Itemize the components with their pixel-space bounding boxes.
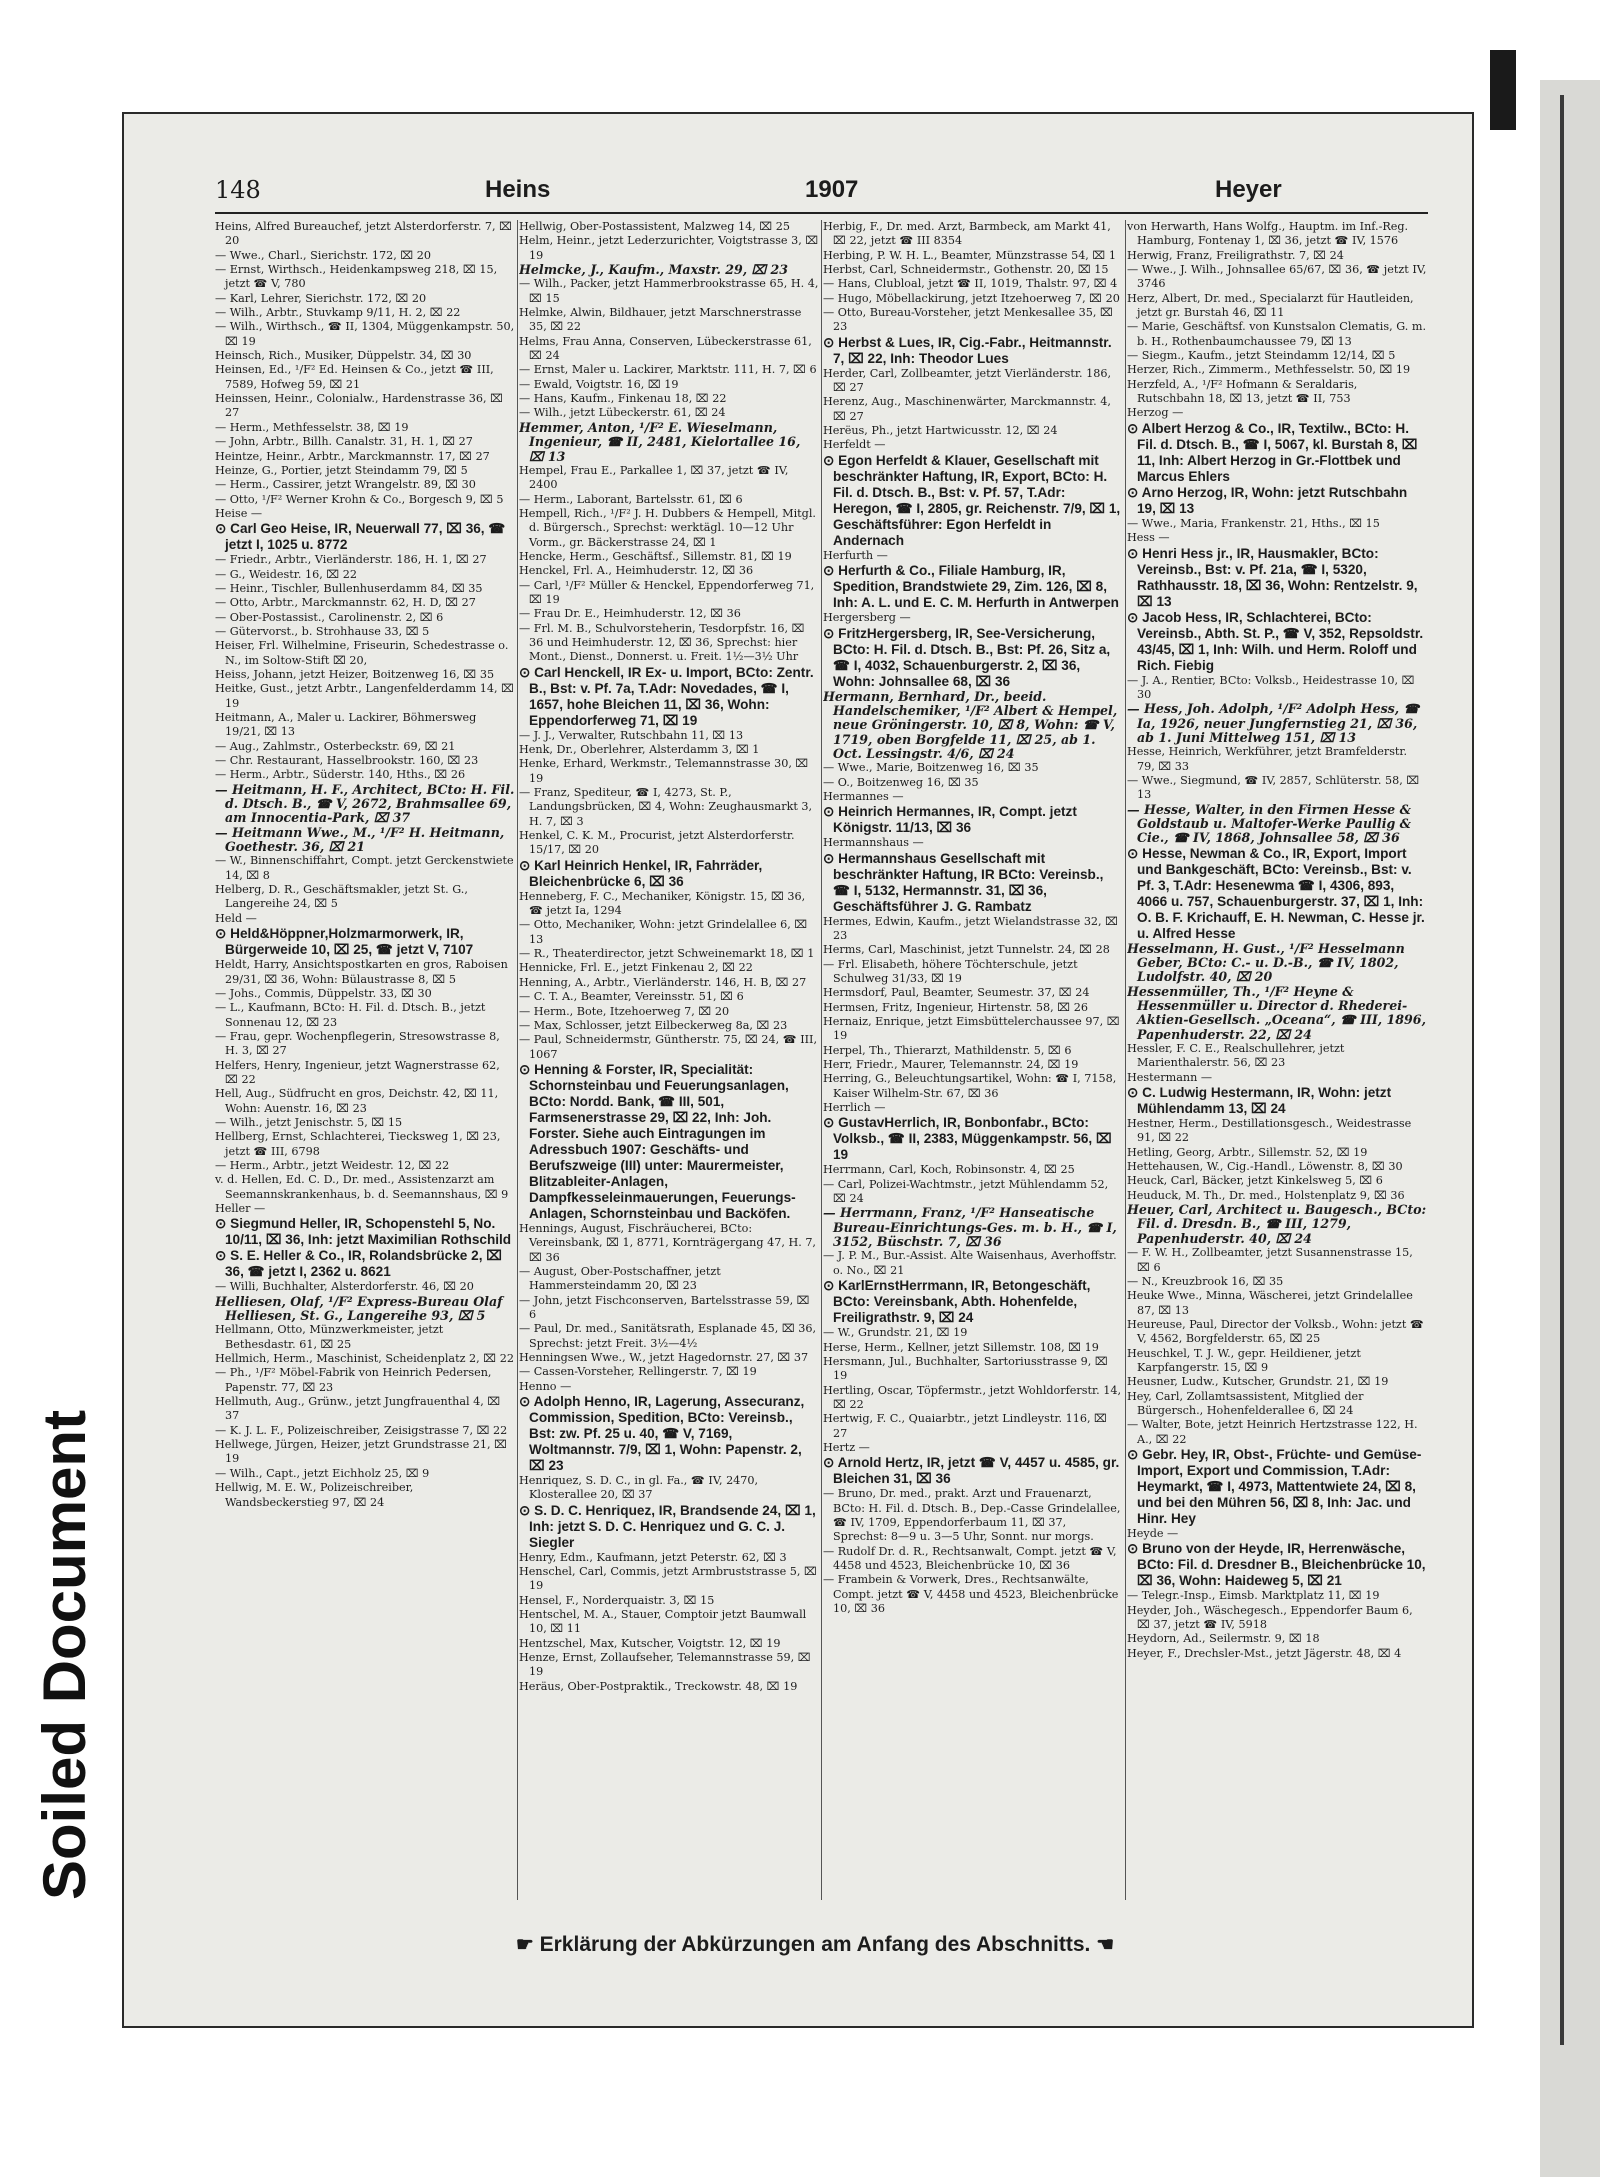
directory-entry: — Wilh., Arbtr., Stuvkamp 9/11, H. 2, ⌧ 22 (215, 306, 461, 320)
directory-entry: Hey, Carl, Zollamtsassistent, Mitglied der Bürgersch., Hohenfelderallee 6, ⌧ 24 (1127, 1389, 1364, 1417)
directory-entry: Hesselmann, H. Gust., ¹/F² Hesselmann Geber, BCto: C.- u. D.-B., ☎ IV, 1802, Ludolfstr. 40, ⌧ 20 (1127, 940, 1405, 985)
directory-entry: Heinsen, Ed., ¹/F² Ed. Heinsen & Co., jetzt ☎ III, 7589, Hofweg 59, ⌧ 21 (215, 363, 494, 391)
directory-entry: — R., Theaterdirector, jetzt Schweinemarkt 18, ⌧ 1 (519, 947, 815, 961)
directory-entry: Hermannshaus — (823, 836, 924, 850)
directory-entry: Herbig, F., Dr. med. Arzt, Barmbeck, am Markt 41, ⌧ 22, jetzt ☎ III 8354 (823, 220, 1111, 248)
directory-entry: Heusner, Ludw., Kutscher, Grundstr. 21, ⌧ 19 (1127, 1375, 1389, 1389)
directory-entry: Hetling, Georg, Arbtr., Sillemstr. 52, ⌧ 19 (1127, 1145, 1368, 1159)
directory-entry: — Heitmann Wwe., M., ¹/F² H. Heitmann, Goethestr. 36, ⌧ 21 (215, 824, 505, 855)
directory-entry: — Frl. Elisabeth, höhere Töchterschule, jetzt Schulweg 31/33, ⌧ 19 (823, 957, 1078, 985)
directory-entry: Herr, Friedr., Maurer, Telemannstr. 24, ⌧ 19 (823, 1058, 1079, 1072)
directory-entry: Hentschel, M. A., Stauer, Comptoir jetzt Baumwall 10, ⌧ 11 (519, 1608, 807, 1636)
directory-entry: — Wwe., J. Wilh., Johnsallee 65/67, ⌧ 36, ☎ jetzt IV, 3746 (1127, 263, 1427, 291)
directory-entry: — L., Kaufmann, BCto: H. Fil. d. Dtsch. B., jetzt Sonnenau 12, ⌧ 23 (215, 1001, 486, 1029)
directory-entry: Heinsch, Rich., Musiker, Düppelstr. 34, ⌧ 30 (215, 349, 472, 363)
directory-entry: ⊙ Heinrich Hermannes, IR, Compt. jetzt Königstr. 11/13, ⌧ 36 (823, 804, 1077, 836)
directory-entry: Hell, Aug., Südfrucht en gros, Deichstr. 42, ⌧ 11, Wohn: Auenstr. 16, ⌧ 23 (215, 1087, 499, 1115)
directory-entry: Herrlich — (823, 1101, 886, 1115)
directory-entry: — Frambein & Vorwerk, Dres., Rechtsanwälte, Compt. jetzt ☎ V, 4458 und 4523, Bleichenbrücke 10, ⌧ 36 (823, 1573, 1119, 1615)
directory-entry: — Otto, Bureau-Vorsteher, jetzt Menkesallee 35, ⌧ 23 (823, 306, 1113, 334)
directory-entry: Hertwig, F. C., Quaiarbtr., jetzt Lindleystr. 116, ⌧ 27 (823, 1412, 1107, 1440)
directory-entry: Hempell, Rich., ¹/F² J. H. Dubbers & Hempell, Mitgl. d. Bürgersch., Sprechst: werktägl. 10—12 Uhr Vorm., gr. Bäckerstrasse 24, ⌧ 1 (519, 506, 816, 549)
directory-entry: Heyder, Joh., Wäschegesch., Eppendorfer Baum 6, ⌧ 37, jetzt ☎ IV, 5918 (1127, 1603, 1413, 1631)
running-header (215, 172, 1428, 214)
directory-entry: — Wwe., Charl., Sierichstr. 172, ⌧ 20 (215, 248, 432, 262)
directory-entry: Hennings, August, Fischräucherei, BCto: Vereinsbank, ⌧ 1, 8771, Kornträgergang 47, H. 7, ⌧ 36 (519, 1221, 816, 1264)
directory-entry: Hermes, Edwin, Kaufm., jetzt Wielandstrasse 32, ⌧ 23 (823, 914, 1119, 942)
directory-entry: — Herm., Bote, Itzehoerweg 7, ⌧ 20 (519, 1004, 730, 1018)
directory-entry: Henk, Dr., Oberlehrer, Alsterdamm 3, ⌧ 1 (519, 743, 760, 756)
directory-entry: — Wilh., Wirthsch., ☎ II, 1304, Müggenkampstr. 50, ⌧ 19 (215, 320, 515, 348)
directory-entry: — Ewald, Voigtstr. 16, ⌧ 19 (519, 377, 679, 391)
directory-entry: ⊙ Henning & Forster, IR, Specialität: Schornsteinbau und Feuerungsanlagen, BCto: Nordd. Bank, ☎ III, 501, Farmsenerstrasse 29, ⌧ 22, Inh: Joh. Forster. Siehe auch Eintragungen im Adressbuch 1907: Geschäfts- und Berufszweige (III) unter: Maurermeister, Blitzableiter-Anlagen, Dampfkesseleinmauerungen, Feuerungs-Anlagen, Schornsteinbau und Backöfen. (519, 1061, 796, 1221)
directory-entry: — Wwe., Siegmund, ☎ IV, 2857, Schlüterstr. 58, ⌧ 13 (1127, 773, 1420, 802)
directory-entry: — Karl, Lehrer, Sierichstr. 172, ⌧ 20 (215, 291, 427, 305)
directory-entry: — Rudolf Dr. d. R., Rechtsanwalt, Compt. jetzt ☎ V, 4458 und 4523, Bleichenbrücke 10, ⌧ 36 (823, 1544, 1117, 1572)
directory-entry: — Friedr., Arbtr., Vierländerstr. 186, H. 1, ⌧ 27 (215, 553, 487, 567)
directory-entry: Hettehausen, W., Cig.-Handl., Löwenstr. 8, ⌧ 30 (1127, 1160, 1403, 1174)
directory-entry: ⊙ Bruno von der Heyde, IR, Herrenwäsche, BCto: Fil. d. Dresdner B., Bleichenbrücke 10, ⌧ 36, Wohn: Haideweg 5, ⌧ 21 (1127, 1541, 1426, 1589)
column-3 (823, 220, 1123, 1900)
directory-entry: — Wilh., Capt., jetzt Eichholz 25, ⌧ 9 (215, 1466, 430, 1480)
directory-entry: — Hans, Clubloal, jetzt ☎ II, 1019, Thalstr. 97, ⌧ 4 (823, 277, 1118, 291)
directory-entry: Hemmer, Anton, ¹/F² E. Wieselmann, Ingenieur, ☎ II, 2481, Kielortallee 16, ⌧ 13 (519, 419, 801, 464)
last-headword: Heyer (1215, 176, 1282, 203)
directory-entry: Heinssen, Heinr., Colonialw., Hardenstrasse 36, ⌧ 27 (215, 392, 503, 420)
directory-entry: — G., Weidestr. 16, ⌧ 22 (215, 567, 358, 581)
directory-entry: ⊙ Adolph Henno, IR, Lagerung, Assecuranz, Commission, Spedition, BCto: Vereinsb., Bst: zw. Pf. 25 u. 40, ☎ V, 7169, Woltmannstr. 7/9, ⌧ 1, Wohn: Papenstr. 2, ⌧ 23 (519, 1394, 805, 1473)
directory-entry: ⊙ Albert Herzog & Co., IR, Textilw., BCto: H. Fil. d. Dtsch. B., ☎ I, 5067, kl. Burstah 8, ⌧ 11, Inh: Albert Herzog in Gr.-Flottbek und Marcus Ehlers (1127, 420, 1418, 484)
directory-entry: Heise — (215, 506, 263, 520)
directory-entry: Hellwege, Jürgen, Heizer, jetzt Grundstrasse 21, ⌧ 19 (215, 1438, 508, 1466)
directory-entry: ⊙ Arno Herzog, IR, Wohn: jetzt Rutschbahn 19, ⌧ 13 (1127, 484, 1408, 516)
directory-entry: Herfurth — (823, 548, 888, 562)
directory-entry: — N., Kreuzbrook 16, ⌧ 35 (1127, 1274, 1284, 1288)
directory-entry: — Paul, Schneidermstr, Güntherstr. 75, ⌧ 24, ☎ III, 1067 (519, 1033, 818, 1061)
directory-entry: — Heitmann, H. F., Architect, BCto: H. Fil. d. Dtsch. B., ☎ V, 2672, Brahmsallee 69, am Innocentia-Park, ⌧ 37 (215, 781, 515, 826)
directory-entry: ⊙ Jacob Hess, IR, Schlachterei, BCto: Vereinsb., Abth. St. P., ☎ V, 352, Repsoldstr. 43/45, ⌧ 1, Inh: Wilh. und Herm. Roloff und Rich. Fiebig (1127, 609, 1424, 673)
directory-entry: — Carl, ¹/F² Müller & Henckel, Eppendorferweg 71, ⌧ 19 (519, 578, 815, 606)
directory-entry: — Ph., ¹/F² Möbel-Fabrik von Heinrich Pedersen, Papenstr. 77, ⌧ 23 (215, 1366, 492, 1394)
directory-entry: Heins, Alfred Bureauchef, jetzt Alsterdorferstr. 7, ⌧ 20 (215, 220, 513, 248)
directory-entry: Hermsen, Fritz, Ingenieur, Hirtenstr. 58, ⌧ 26 (823, 1000, 1088, 1014)
directory-entry: Herrmann, Carl, Koch, Robinsonstr. 4, ⌧ 25 (823, 1163, 1075, 1177)
directory-entry: Henschel, Carl, Commis, jetzt Armbruststrasse 5, ⌧ 19 (519, 1565, 817, 1593)
directory-entry: — Hess, Joh. Adolph, ¹/F² Adolph Hess, ☎ Ia, 1926, neuer Jungfernstieg 21, ⌧ 36, ab 1. Juni Mittelweg 151, ⌧ 13 (1127, 701, 1420, 745)
column-4 (1127, 220, 1427, 1900)
directory-entry: Henckel, Frl. A., Heimhuderstr. 12, ⌧ 36 (519, 564, 754, 578)
directory-entry: — Wilh., jetzt Jenischstr. 5, ⌧ 15 (215, 1115, 403, 1129)
directory-entry: Helm, Heinr., jetzt Lederzurichter, Voigtstrasse 3, ⌧ 19 (519, 234, 819, 262)
directory-entry: Herms, Carl, Maschinist, jetzt Tunnelstr. 24, ⌧ 28 (823, 943, 1110, 957)
directory-entry: — Herm., Methfesselstr. 38, ⌧ 19 (215, 420, 409, 434)
directory-entry: Herfeldt — (823, 438, 886, 452)
directory-entry: — Aug., Zahlmstr., Osterbeckstr. 69, ⌧ 21 (215, 739, 456, 753)
directory-entry: Hestner, Herm., Destillationsgesch., Weidestrasse 91, ⌧ 22 (1127, 1117, 1412, 1145)
directory-entry: Heyde — (1127, 1526, 1179, 1540)
directory-entry: Hertling, Oscar, Töpfermstr., jetzt Wohldorferstr. 14, ⌧ 22 (823, 1383, 1122, 1411)
directory-entry: — Otto, Arbtr., Marckmannstr. 62, H. D, ⌧ 27 (215, 596, 476, 610)
directory-entry: Heydorn, Ad., Seilermstr. 9, ⌧ 18 (1127, 1632, 1320, 1646)
directory-entry: — K. J. L. F., Polizeischreiber, Zeisigstrasse 7, ⌧ 22 (215, 1423, 508, 1437)
directory-entry: Herzog — (1127, 406, 1184, 420)
directory-entry: Heuck, Carl, Bäcker, jetzt Kinkelsweg 5, ⌧ 6 (1127, 1174, 1383, 1188)
directory-entry: Hellmich, Herm., Maschinist, Scheidenplatz 2, ⌧ 22 (215, 1352, 514, 1366)
directory-entry: ⊙ Herbst & Lues, IR, Cig.-Fabr., Heitmannstr. 7, ⌧ 22, Inh: Theodor Lues (823, 334, 1112, 366)
directory-entry: ⊙ KarlErnstHerrmann, IR, Betongeschäft, BCto: Vereinsbank, Abth. Hohenfelde, Freiligrathstr. 9, ⌧ 24 (823, 1278, 1091, 1326)
column-divider (517, 220, 518, 1900)
directory-entry: — Franz, Spediteur, ☎ I, 4273, St. P., Landungsbrücken, ⌧ 4, Wohn: Zeughausmarkt 3, H. 7, ⌧ 3 (519, 786, 813, 828)
directory-entry: Heyer, F., Drechsler-Mst., jetzt Jägerstr. 48, ⌧ 4 (1127, 1646, 1402, 1660)
directory-entry: — John, jetzt Fischconserven, Bartelsstrasse 59, ⌧ 6 (519, 1293, 810, 1321)
first-headword: Heins (485, 176, 551, 203)
directory-entry: — Cassen-Vorsteher, Rellingerstr. 7, ⌧ 19 (519, 1365, 757, 1379)
directory-entry: Heinze, G., Portier, jetzt Steindamm 79, ⌧ 5 (215, 463, 468, 477)
directory-entry: Helberg, D. R., Geschäftsmakler, jetzt St. G., Langereihe 24, ⌧ 5 (215, 883, 468, 911)
directory-entry: — Wwe., Maria, Frankenstr. 21, Hths., ⌧ 15 (1127, 516, 1380, 530)
directory-entry: — Willi, Buchhalter, Alsterdorferstr. 46, ⌧ 20 (215, 1280, 474, 1294)
directory-entry: ⊙ S. E. Heller & Co., IR, Rolandsbrücke 2, ⌧ 36, ☎ jetzt I, 2362 u. 8621 (215, 1248, 502, 1280)
directory-entry: Hestermann — (1127, 1070, 1213, 1084)
directory-entry: ⊙ Arnold Hertz, IR, jetzt ☎ V, 4457 u. 4585, gr. Bleichen 31, ⌧ 36 (823, 1455, 1120, 1487)
directory-entry: Herz, Albert, Dr. med., Specialarzt für Hautleiden, jetzt gr. Burstah 46, ⌧ 11 (1127, 291, 1414, 320)
directory-entry: — Walter, Bote, jetzt Heinrich Hertzstrasse 122, H. A., ⌧ 22 (1127, 1418, 1418, 1446)
directory-entry: — C. T. A., Beamter, Vereinsstr. 51, ⌧ 6 (519, 990, 744, 1004)
directory-entry: — Heinr., Tischler, Bullenhuserdamm 84, ⌧ 35 (215, 581, 483, 595)
directory-entry: Hellberg, Ernst, Schlachterei, Tiecksweg 1, ⌧ 23, jetzt ☎ III, 6798 (215, 1130, 501, 1158)
directory-entry: — Frau, gepr. Wochenpflegerin, Stresowstrasse 8, H. 3, ⌧ 27 (215, 1029, 500, 1058)
directory-entry: Henze, Ernst, Zollaufseher, Telemannstrasse 59, ⌧ 19 (519, 1651, 811, 1679)
directory-entry: Heintze, Heinr., Arbtr., Marckmannstr. 17, ⌧ 27 (215, 449, 490, 463)
directory-entry: — Wilh., jetzt Lübeckerstr. 61, ⌧ 24 (519, 406, 726, 420)
adjacent-page-border (1560, 95, 1564, 2045)
directory-entry: Heräus, Ober-Postpraktik., Treckowstr. 48, ⌧ 19 (519, 1679, 798, 1693)
directory-entry: Henneberg, F. C., Mechaniker, Königstr. 15, ⌧ 36, ☎ jetzt Ia, 1294 (519, 889, 806, 918)
directory-entry: — Wwe., Marie, Boitzenweg 16, ⌧ 35 (823, 761, 1039, 775)
directory-entry: Hellwig, M. E. W., Polizeischreiber, Wandsbeckerstieg 97, ⌧ 24 (215, 1481, 414, 1509)
directory-entry: — Otto, Mechaniker, Wohn: jetzt Grindelallee 6, ⌧ 13 (519, 918, 808, 946)
directory-entry: — Herm., Arbtr., jetzt Weidestr. 12, ⌧ 22 (215, 1158, 450, 1172)
directory-entry: — W., Grundstr. 21, ⌧ 19 (823, 1326, 968, 1340)
directory-entry: — Johs., Commis, Düppelstr. 33, ⌧ 30 (215, 986, 432, 1000)
pointing-hand-icon: ☚ (1096, 1934, 1115, 1956)
directory-entry: Helmcke, J., Kaufm., Maxstr. 29, ⌧ 23 (519, 262, 788, 278)
directory-entry: — Marie, Geschäftsf. von Kunstsalon Clematis, G. m. b. H., Rothenbaumchaussee 79, ⌧ 13 (1127, 320, 1427, 348)
directory-entry: Henning, A., Arbtr., Vierländerstr. 146, H. B, ⌧ 27 (519, 975, 807, 989)
directory-entry: Heiser, Frl. Wilhelmine, Friseurin, Schedestrasse o. N., im Soltow-Stift ⌧ 20, (215, 639, 509, 667)
directory-entry: — Bruno, Dr. med., prakt. Arzt und Frauenarzt, BCto: H. Fil. d. Dtsch. B., Dep.-Casse Grindelallee, ☎ IV, 1709, Eppendorferbaum 11, ⌧ 37, Sprechst: 8—9 u. 3—5 Uhr, Sonnt. nur morgs. (823, 1487, 1121, 1544)
directory-entry: Hessler, F. C. E., Realschullehrer, jetzt Marienthalerstr. 56, ⌧ 23 (1127, 1042, 1345, 1070)
directory-entry: ⊙ Henri Hess jr., IR, Hausmakler, BCto: Vereinsb., Bst: v. Pf. 21a, ☎ I, 5320, Rathhausstr. 18, ⌧ 36, Wohn: Rentzelstr. 9, ⌧ 13 (1127, 545, 1418, 609)
directory-entry: Hentzschel, Max, Kutscher, Voigtstr. 12, ⌧ 19 (519, 1636, 781, 1650)
directory-entry: — Herm., Laborant, Bartelsstr. 61, ⌧ 6 (519, 492, 743, 506)
directory-entry: — Frl. M. B., Schulvorsteherin, Tesdorpfstr. 16, ⌧ 36 und Heimhuderstr. 12, ⌧ 36, Sprechst: hier Mont., Dienst., Donnerst. u. Freit. 1½—3½ Uhr (519, 621, 805, 664)
directory-entry: Herenz, Aug., Maschinenwärter, Marckmannstr. 4, ⌧ 27 (823, 395, 1111, 423)
directory-entry: Hess — (1127, 531, 1170, 545)
directory-entry: ⊙ Gebr. Hey, IR, Obst-, Früchte- und Gemüse-Import, Export und Commission, T.Adr: Heymarkt, ☎ I, 4973, Mattentwiete 24, ⌧ 8, und bei den Mühren 56, ⌧ 8, Inh: Jac. und Hinr. Hey (1127, 1446, 1422, 1526)
directory-entry: — Carl, Polizei-Wachtmstr., jetzt Mühlendamm 52, ⌧ 24 (823, 1177, 1109, 1206)
directory-entry: Heuduck, M. Th., Dr. med., Holstenplatz 9, ⌧ 36 (1127, 1188, 1405, 1202)
directory-entry: Henke, Erhard, Werkmstr., Telemannstrasse 30, ⌧ 19 (519, 757, 809, 785)
directory-entry: Hersmann, Jul., Buchhalter, Sartoriusstrasse 9, ⌧ 19 (823, 1354, 1108, 1383)
directory-entry: — J. P. M., Bur.-Assist. Alte Waisenhaus, Averhoffstr. o. No., ⌧ 21 (823, 1249, 1117, 1277)
directory-entry: — Otto, ¹/F² Werner Krohn & Co., Borgesch 9, ⌧ 5 (215, 492, 504, 506)
directory-entry: ⊙ FritzHergersberg, IR, See-Versicherung, BCto: H. Fil. d. Dtsch. B., Bst: Pf. 26, Sitz a, ☎ I, 4032, Schauenburgerstr. 2, ⌧ 36, Wohn: Johnsallee 68, ⌧ 36 (823, 625, 1111, 689)
directory-entry: — Gütervorst., b. Strohhause 33, ⌧ 5 (215, 624, 430, 638)
directory-entry: Herring, G., Beleuchtungsartikel, Wohn: ☎ I, 7158, Kaiser Wilhelm-Str. 67, ⌧ 36 (823, 1072, 1117, 1100)
directory-entry: Henningsen Wwe., W., jetzt Hagedornstr. 27, ⌧ 37 (519, 1350, 809, 1364)
directory-entry: — Chr. Restaurant, Hasselbrookstr. 160, ⌧ 23 (215, 754, 479, 768)
directory-entry: ⊙ GustavHerrlich, IR, Bonbonfabr., BCto: Volksb., ☎ II, 2383, Müggenkampstr. 56, ⌧ 19 (823, 1115, 1112, 1163)
directory-entry: Herbing, P. W. H. L., Beamter, Münzstrasse 54, ⌧ 1 (823, 248, 1116, 262)
directory-entry: — Siegm., Kaufm., jetzt Steindamm 12/14, ⌧ 5 (1127, 349, 1396, 363)
directory-entry: ⊙ Hesse, Newman & Co., IR, Export, Import und Bankgeschäft, BCto: Vereinsb., Bst: v. Pf. 3, T.Adr: Hesenewma ☎ I, 4306, 893, 4066 u. 757, Schauenburgerstr. 37, ⌧ 1, Inh: O. B. F. Krichauff, E. H. Newman, C. Hesse jr. u. Alfred Hesse (1127, 845, 1425, 941)
directory-entry: — Wilh., Packer, jetzt Hammerbrookstrasse 65, H. 4, ⌧ 15 (519, 277, 819, 305)
directory-entry: Helmke, Alwin, Bildhauer, jetzt Marschnerstrasse 35, ⌧ 22 (519, 306, 802, 334)
column-divider (1125, 220, 1126, 1900)
directory-entry: Hermannes — (823, 789, 904, 803)
directory-entry: Helfers, Henry, Ingenieur, jetzt Wagnerstrasse 62, ⌧ 22 (215, 1058, 500, 1086)
directory-entry: — Telegr.-Insp., Eimsb. Marktplatz 11, ⌧ 19 (1127, 1589, 1380, 1603)
directory-entry: Herbst, Carl, Schneidermstr., Gothenstr. 20, ⌧ 15 (823, 263, 1109, 277)
directory-entry: Hermsdorf, Paul, Beamter, Seumestr. 37, ⌧ 24 (823, 986, 1090, 1000)
directory-entry: — Herm., Cassirer, jetzt Wrangelstr. 89, ⌧ 30 (215, 478, 476, 492)
directory-entry: Herzer, Rich., Zimmerm., Methfesselstr. 50, ⌧ 19 (1127, 363, 1411, 377)
directory-entry: Hertz — (823, 1440, 870, 1454)
directory-entry: Helms, Frau Anna, Conserven, Lübeckerstrasse 61, ⌧ 24 (519, 334, 812, 363)
directory-entry: Henry, Edm., Kaufmann, jetzt Peterstr. 62, ⌧ 3 (519, 1550, 787, 1564)
directory-entry: Hensel, F., Norderquaistr. 3, ⌧ 15 (519, 1593, 715, 1607)
directory-entry: Hessenmüller, Th., ¹/F² Heyne & Hessenmüller u. Director d. Rhederei-Aktien-Gesellsch. „Oceana“, ☎ III, 1896, Papenhuderstr. 22, ⌧ 24 (1127, 983, 1426, 1042)
directory-entry: Heuer, Carl, Architect u. Baugesch., BCto: Fil. d. Dresdn. B., ☎ III, 1279, Papenhuderstr. 40, ⌧ 24 (1127, 1202, 1427, 1246)
directory-entry: Hempel, Frau E., Parkallee 1, ⌧ 37, jetzt ☎ IV, 2400 (519, 463, 789, 492)
directory-entry: Hennicke, Frl. E., jetzt Finkenau 2, ⌧ 22 (519, 961, 753, 975)
directory-entry: Hencke, Herm., Geschäftsf., Sillemstr. 81, ⌧ 19 (519, 549, 792, 563)
column-1 (215, 220, 515, 1900)
directory-entry: — Max, Schlosser, jetzt Eilbeckerweg 8a, ⌧ 23 (519, 1018, 788, 1032)
directory-entry: Heiss, Johann, jetzt Heizer, Boitzenweg 16, ⌧ 35 (215, 667, 495, 681)
directory-entry: ⊙ Hermannshaus Gesellschaft mit beschränkter Haftung, IR BCto: Vereinsb., ☎ I, 5132, Hermannstr. 31, ⌧ 36, Geschäftsführer J. G. Rambatz (823, 850, 1104, 914)
directory-entry: ⊙ Siegmund Heller, IR, Schopenstehl 5, No. 10/11, ⌧ 36, Inh: jetzt Maximilian Rothschild (215, 1216, 512, 1248)
directory-entry: ⊙ C. Ludwig Hestermann, IR, Wohn: jetzt Mühlendamm 13, ⌧ 24 (1127, 1085, 1392, 1117)
directory-entry: Heuschkel, T. J. W., gepr. Heildiener, jetzt Karpfangerstr. 15, ⌧ 9 (1127, 1346, 1361, 1374)
year: 1907 (805, 176, 859, 203)
directory-entry: — Ernst, Wirthsch., Heidenkampsweg 218, ⌧ 15, jetzt ☎ V, 780 (215, 263, 498, 291)
directory-entry: — Hesse, Walter, in den Firmen Hesse & Goldstaub u. Maltofer-Werke Paullig & Cie., ☎ IV, 1868, Johnsallee 58, ⌧ 36 (1127, 801, 1412, 846)
directory-entry: ⊙ Egon Herfeldt & Klauer, Gesellschaft mit beschränkter Haftung, IR, Export, BCto: H. Fil. d. Dtsch. B., Bst: v. Pf. 57, T.Adr: Heregon, ☎ I, 2805, gr. Reichenstr. 7/9, ⌧ 1, Geschäftsführer: Egon Herfeldt in Andernach (823, 452, 1121, 548)
footer-text: Erklärung der Abkürzungen am Anfang des Abschnitts. (539, 1933, 1091, 1956)
directory-entry: — J. A., Rentier, BCto: Volksb., Heidestrasse 10, ⌧ 30 (1127, 673, 1415, 701)
page-edge-mark (1490, 50, 1516, 130)
directory-page (215, 172, 1428, 1972)
directory-entry: Helliesen, Olaf, ¹/F² Express-Bureau Olaf Helliesen, St. G., Langereihe 93, ⌧ 5 (215, 1293, 503, 1324)
directory-entry: — Frau Dr. E., Heimhuderstr. 12, ⌧ 36 (519, 607, 741, 621)
directory-entry: Heller — (215, 1202, 266, 1215)
directory-entry: Hermann, Bernhard, Dr., beeid. Handelschemiker, ¹/F² Albert & Hempel, neue Gröningerstr. 10, ⌧ 8, Wohn: ☎ V, 1719, oben Borgfelde 11, ⌧ 25, ab 1. Oct. Lessingstr. 4/6, ⌧ 24 (823, 688, 1118, 761)
directory-entry: — Paul, Dr. med., Sanitätsrath, Esplanade 45, ⌧ 36, Sprechst: jetzt Freit. 3½—4½ (519, 1322, 817, 1350)
directory-entry: Herpel, Th., Thierarzt, Mathildenstr. 5, ⌧ 6 (823, 1043, 1072, 1057)
directory-entry: Hellwig, Ober-Postassistent, Malzweg 14, ⌧ 25 (519, 220, 791, 233)
directory-entry: Held — (215, 911, 257, 925)
soiled-document-label: Soiled Document (31, 1409, 98, 1900)
pointing-hand-icon: ☛ (515, 1934, 534, 1956)
directory-entry: Hernaiz, Enrique, jetzt Eimsbüttelerchaussee 97, ⌧ 19 (823, 1015, 1120, 1043)
directory-entry: Henriquez, S. D. C., in gl. Fa., ☎ IV, 2470, Klosterallee 20, ⌧ 37 (519, 1474, 759, 1502)
directory-entry: Herwig, Franz, Freiligrathstr. 7, ⌧ 24 (1127, 248, 1344, 262)
directory-entry: Hellmann, Otto, Münzwerkmeister, jetzt Bethesdastr. 61, ⌧ 25 (215, 1323, 444, 1351)
directory-entry: Herse, Herm., Kellner, jetzt Sillemstr. 108, ⌧ 19 (823, 1340, 1099, 1354)
directory-entry: — John, Arbtr., Billh. Canalstr. 31, H. 1, ⌧ 27 (215, 435, 473, 449)
directory-entry: Hesse, Heinrich, Werkführer, jetzt Bramfelderstr. 79, ⌧ 33 (1127, 745, 1408, 773)
directory-entry: Hergersberg — (823, 611, 911, 625)
directory-entry: — W., Binnenschiffahrt, Compt. jetzt Gerckenstwiete 14, ⌧ 8 (215, 854, 514, 882)
directory-entry: — Herm., Arbtr., Süderstr. 140, Hths., ⌧ 26 (215, 768, 466, 782)
column-2 (519, 220, 819, 1900)
directory-entry: Heuke Wwe., Minna, Wäscherei, jetzt Grindelallee 87, ⌧ 13 (1127, 1289, 1413, 1317)
directory-entry: ⊙ Carl Henckell, IR Ex- u. Import, BCto: Zentr. B., Bst: v. Pf. 7a, T.Adr: Novedades, ☎ I, 1657, hohe Bleichen 11, ⌧ 36, Wohn: Eppendorferweg 71, ⌧ 19 (519, 664, 814, 728)
adjacent-page-edge (1540, 80, 1600, 2177)
directory-entry: — Hans, Kaufm., Finkenau 18, ⌧ 22 (519, 392, 727, 406)
directory-entry: Heitke, Gust., jetzt Arbtr., Langenfelderdamm 14, ⌧ 19 (215, 682, 515, 710)
directory-entry: — Hugo, Möbellackirung, jetzt Itzehoerweg 7, ⌧ 20 (823, 291, 1120, 305)
directory-entry: Herder, Carl, Zollbeamter, jetzt Vierländerstr. 186, ⌧ 27 (823, 366, 1111, 395)
directory-entry: von Herwarth, Hans Wolfg., Hauptm. im Inf.-Reg. Hamburg, Fontenay 1, ⌧ 36, jetzt ☎ IV, 1576 (1127, 220, 1409, 248)
directory-entry: — Herrmann, Franz, ¹/F² Hanseatische Bureau-Einrichtungs-Ges. m. b. H., ☎ I, 3152, Büschstr. 7, ⌧ 36 (823, 1205, 1117, 1250)
directory-entry: ⊙ Herfurth & Co., Filiale Hamburg, IR, Spedition, Brandstwiete 29, Zim. 126, ⌧ 8, Inh: A. L. und E. C. M. Herfurth in Antwerpen (823, 563, 1119, 611)
page-number: 148 (215, 176, 261, 204)
directory-entry: Henno — (519, 1379, 572, 1393)
footer-note (365, 1932, 1265, 1957)
directory-entry: Herëus, Ph., jetzt Hartwicusstr. 12, ⌧ 24 (823, 424, 1058, 438)
directory-entry: Hellmuth, Aug., Grünw., jetzt Jungfrauenthal 4, ⌧ 37 (215, 1395, 501, 1423)
directory-entry: v. d. Hellen, Ed. C. D., Dr. med., Assistenzarzt am Seemannskrankenhaus, b. d. Seemannshaus, ⌧ 9 (215, 1173, 509, 1201)
directory-entry: Herzfeld, A., ¹/F² Hofmann & Seraldaris, Rutschbahn 18, ⌧ 13, jetzt ☎ II, 753 (1127, 377, 1358, 406)
directory-entry: ⊙ Held&Höppner,Holzmarmorwerk, IR, Bürgerweide 10, ⌧ 25, ☎ jetzt V, 7107 (215, 926, 474, 958)
entry-columns (215, 220, 1428, 1900)
column-divider (821, 220, 822, 1900)
directory-entry: — O., Boitzenweg 16, ⌧ 35 (823, 775, 979, 789)
directory-entry: — F. W. H., Zollbeamter, jetzt Susannenstrasse 15, ⌧ 6 (1127, 1246, 1413, 1274)
directory-entry: ⊙ S. D. C. Henriquez, IR, Brandsende 24, ⌧ 1, Inh: jetzt S. D. C. Henriquez und G. C. J. Siegler (519, 1502, 816, 1550)
directory-entry: Heitmann, A., Maler u. Lackirer, Böhmersweg 19/21, ⌧ 13 (215, 711, 477, 739)
directory-entry: Heldt, Harry, Ansichtspostkarten en gros, Raboisen 29/31, ⌧ 36, Wohn: Bülaustrasse 8, ⌧ 5 (215, 958, 508, 986)
directory-entry: — Ober-Postassist., Carolinenstr. 2, ⌧ 6 (215, 610, 444, 624)
directory-entry: — J. J., Verwalter, Rutschbahn 11, ⌧ 13 (519, 728, 744, 742)
directory-entry: Heureuse, Paul, Director der Volksb., Wohn: jetzt ☎ V, 4562, Borgfelderstr. 65, ⌧ 25 (1127, 1317, 1424, 1346)
directory-entry: ⊙ Karl Heinrich Henkel, IR, Fahrräder, Bleichenbrücke 6, ⌧ 36 (519, 857, 763, 889)
directory-entry: Henkel, C. K. M., Procurist, jetzt Alsterdorferstr. 15/17, ⌧ 20 (519, 829, 795, 857)
directory-entry: ⊙ Carl Geo Heise, IR, Neuerwall 77, ⌧ 36, ☎ jetzt I, 1025 u. 8772 (215, 521, 506, 553)
directory-entry: — Ernst, Maler u. Lackirer, Marktstr. 111, H. 7, ⌧ 6 (519, 363, 817, 377)
directory-entry: — August, Ober-Postschaffner, jetzt Hammersteindamm 20, ⌧ 23 (519, 1264, 721, 1293)
